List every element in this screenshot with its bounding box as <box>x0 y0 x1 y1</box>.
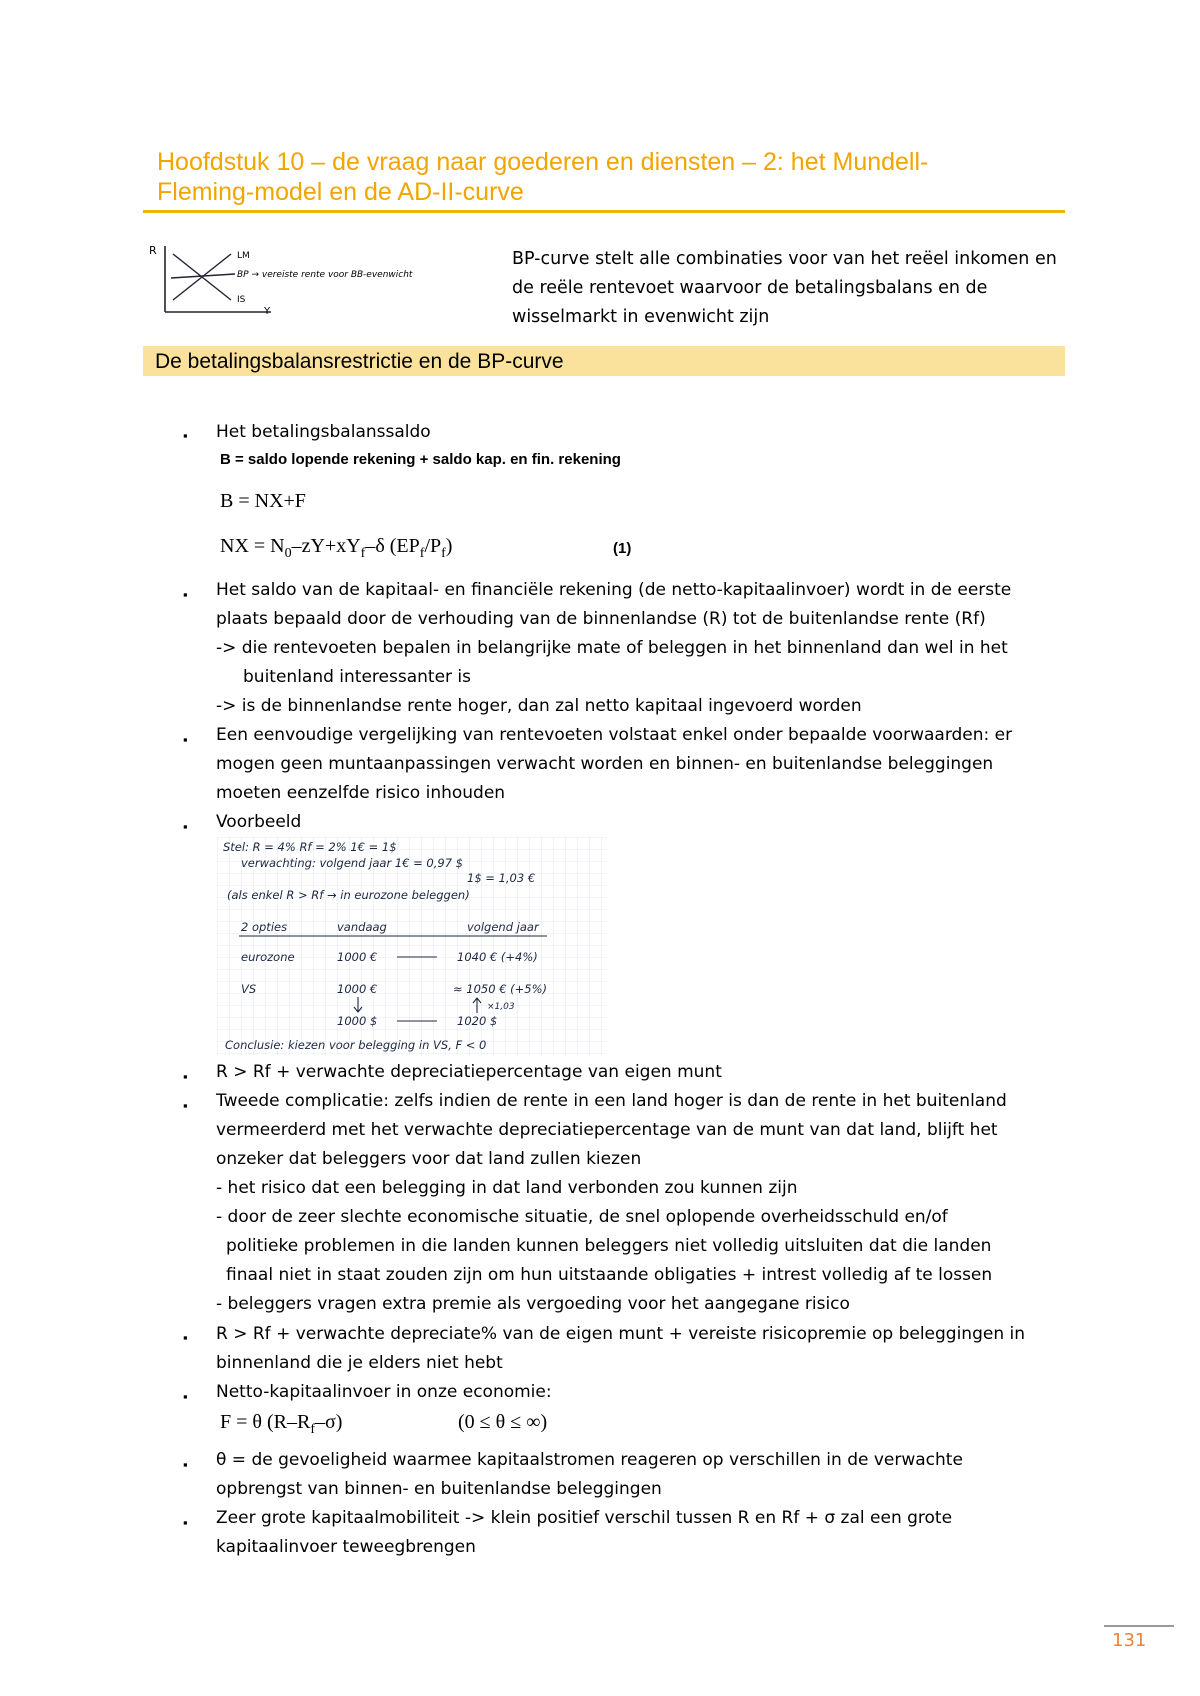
bullet-text <box>216 1320 1076 1378</box>
example-header: 2 opties <box>241 920 288 934</box>
example-line: Stel: R = 4% Rf = 2% 1€ = 1$ <box>223 840 397 854</box>
text-line: θ = de gevoeligheid waarmee kapitaalstromen reageren op verschillen in de verwachte <box>216 1450 963 1470</box>
text-line: onzeker dat beleggers voor dat land zullen kiezen <box>216 1149 642 1169</box>
text-line: - door de zeer slechte economische situatie, de snel oplopende overheidsschuld en/of <box>216 1207 948 1227</box>
example-cell: ≈ 1050 € (+5%) <box>453 982 548 996</box>
formula-f: F = θ $(R-R_f-\sigma)$ <box>220 1411 343 1437</box>
bullet-icon: ▪ <box>183 1330 188 1345</box>
label-is: IS <box>237 295 246 305</box>
text-line: buitenland interessanter is <box>243 667 471 687</box>
text-line: mogen geen muntaanpassingen verwacht worden en binnen- en buitenlandse beleggingen <box>216 754 994 774</box>
text-line: -> die rentevoeten bepalen in belangrijke mate of beleggen in het binnenland dan wel in het <box>216 638 1008 658</box>
example-cell: 1000 € <box>337 950 378 964</box>
text-line: binnenland die je elders niet hebt <box>216 1353 503 1373</box>
chapter-title-line-1: Hoofdstuk 10 – de vraag naar goederen en diensten – 2: het Mundell- <box>157 148 929 176</box>
text-line: R > Rf + verwachte depreciate% van de eigen munt + vereiste risicopremie op beleggingen in <box>216 1324 1026 1344</box>
bullet-icon: ▪ <box>183 1098 188 1113</box>
page-number: 131 <box>1112 1630 1147 1651</box>
formula-nx: NX = $N_0-zY+xY_f-\delta$ $(EP_f/P_f)$ <box>220 535 453 561</box>
title-underline <box>143 210 1065 213</box>
bullet-text <box>216 721 1076 808</box>
formula-b-text: B = saldo lopende rekening + saldo kap. en fin. rekening <box>220 451 621 468</box>
bullet-text <box>216 1446 1076 1504</box>
bullet-icon: ▪ <box>183 819 188 834</box>
example-header: vandaag <box>337 920 387 934</box>
text-line: finaal niet in staat zouden zijn om hun uitstaande obligaties + intrest volledig af te lossen <box>226 1265 993 1285</box>
bullet-text: Voorbeeld <box>216 812 302 832</box>
example-cell: VS <box>241 982 257 996</box>
axis-label-r: R <box>149 244 157 257</box>
text-line: kapitaalinvoer teweegbrengen <box>216 1537 476 1557</box>
example-cell: ×1,03 <box>487 1002 515 1012</box>
example-cell: 1040 € (+4%) <box>457 950 538 964</box>
bp-curve-description: BP-curve stelt alle combinaties voor van het reëel inkomen en de reële rentevoet waarvoor de betalingsbalans en de wisselmarkt in evenwicht zijn <box>512 249 1057 327</box>
label-bp-note: BP → vereiste rente voor BB-evenwicht <box>237 270 413 280</box>
bullet-icon: ▪ <box>183 1069 188 1084</box>
text-line: Tweede complicatie: zelfs indien de rente in een land hoger is dan de rente in het buitenland <box>216 1091 1007 1111</box>
bullet-text <box>216 576 1076 721</box>
text-line: plaats bepaald door de verhouding van de binnenlandse (R) tot de buitenlandse rente (Rf) <box>216 609 986 629</box>
bullet-icon: ▪ <box>183 587 188 602</box>
bullet-icon: ▪ <box>183 732 188 747</box>
bullet-icon: ▪ <box>183 1457 188 1472</box>
text-line: moeten eenzelfde risico inhouden <box>216 783 506 803</box>
bullet-icon: ▪ <box>183 1389 188 1404</box>
text-line: vermeerderd met het verwachte depreciatiepercentage van de munt van dat land, blijft het <box>216 1120 998 1140</box>
formula-f-range: (0 ≤ θ ≤ ∞) <box>458 1411 548 1433</box>
text-line: opbrengst van binnen- en buitenlandse beleggingen <box>216 1479 662 1499</box>
example-line: (als enkel R > Rf → in eurozone beleggen) <box>227 888 470 902</box>
formula-b: B = NX+F <box>220 490 306 512</box>
example-cell: 1000 € <box>337 982 378 996</box>
bullet-text: Netto-kapitaalinvoer in onze economie: <box>216 1382 552 1402</box>
example-line: 1$ = 1,03 € <box>467 871 536 885</box>
page-number-rule <box>1104 1625 1174 1627</box>
example-conclusion: Conclusie: kiezen voor belegging in VS, F < 0 <box>225 1038 487 1052</box>
text-line: - beleggers vragen extra premie als vergoeding voor het aangegane risico <box>216 1294 850 1314</box>
example-cell: 1000 $ <box>337 1014 378 1028</box>
bullet-text: Het betalingsbalanssaldo <box>216 422 431 442</box>
bullet-icon: ▪ <box>183 1515 188 1530</box>
text-line: Zeer grote kapitaalmobiliteit -> klein positief verschil tussen R en Rf + σ zal een grote <box>216 1508 953 1528</box>
text-line: - het risico dat een belegging in dat land verbonden zou kunnen zijn <box>216 1178 798 1198</box>
text-line: Het saldo van de kapitaal- en financiële rekening (de netto-kapitaalinvoer) wordt in de eerste <box>216 580 1012 600</box>
label-lm: LM <box>237 251 250 261</box>
example-header: volgend jaar <box>467 920 539 934</box>
section-title: De betalingsbalansrestrictie en de BP-curve <box>155 350 564 373</box>
bp-curve-sketch <box>143 240 518 320</box>
text-line: politieke problemen in die landen kunnen beleggers niet volledig uitsluiten dat die landen <box>226 1236 992 1256</box>
bullet-text: R > Rf + verwachte depreciatiepercentage van eigen munt <box>216 1062 722 1082</box>
bullet-text <box>216 1087 1076 1319</box>
text-line: -> is de binnenlandse rente hoger, dan zal netto kapitaal ingevoerd worden <box>216 696 862 716</box>
example-line: verwachting: volgend jaar 1€ = 0,97 $ <box>241 856 463 870</box>
example-cell: eurozone <box>241 950 295 964</box>
formula-number: (1) <box>613 540 632 557</box>
bullet-text <box>216 1504 1076 1562</box>
chapter-title-line-2: Fleming-model en de AD-II-curve <box>157 178 524 206</box>
axis-label-y: Y <box>264 306 271 317</box>
example-handwritten-note <box>217 837 607 1055</box>
example-cell: 1020 $ <box>457 1014 498 1028</box>
text-line: Een eenvoudige vergelijking van rentevoeten volstaat enkel onder bepaalde voorwaarden: er <box>216 725 1013 745</box>
bullet-icon: ▪ <box>183 428 188 443</box>
chapter-title <box>157 147 1057 207</box>
